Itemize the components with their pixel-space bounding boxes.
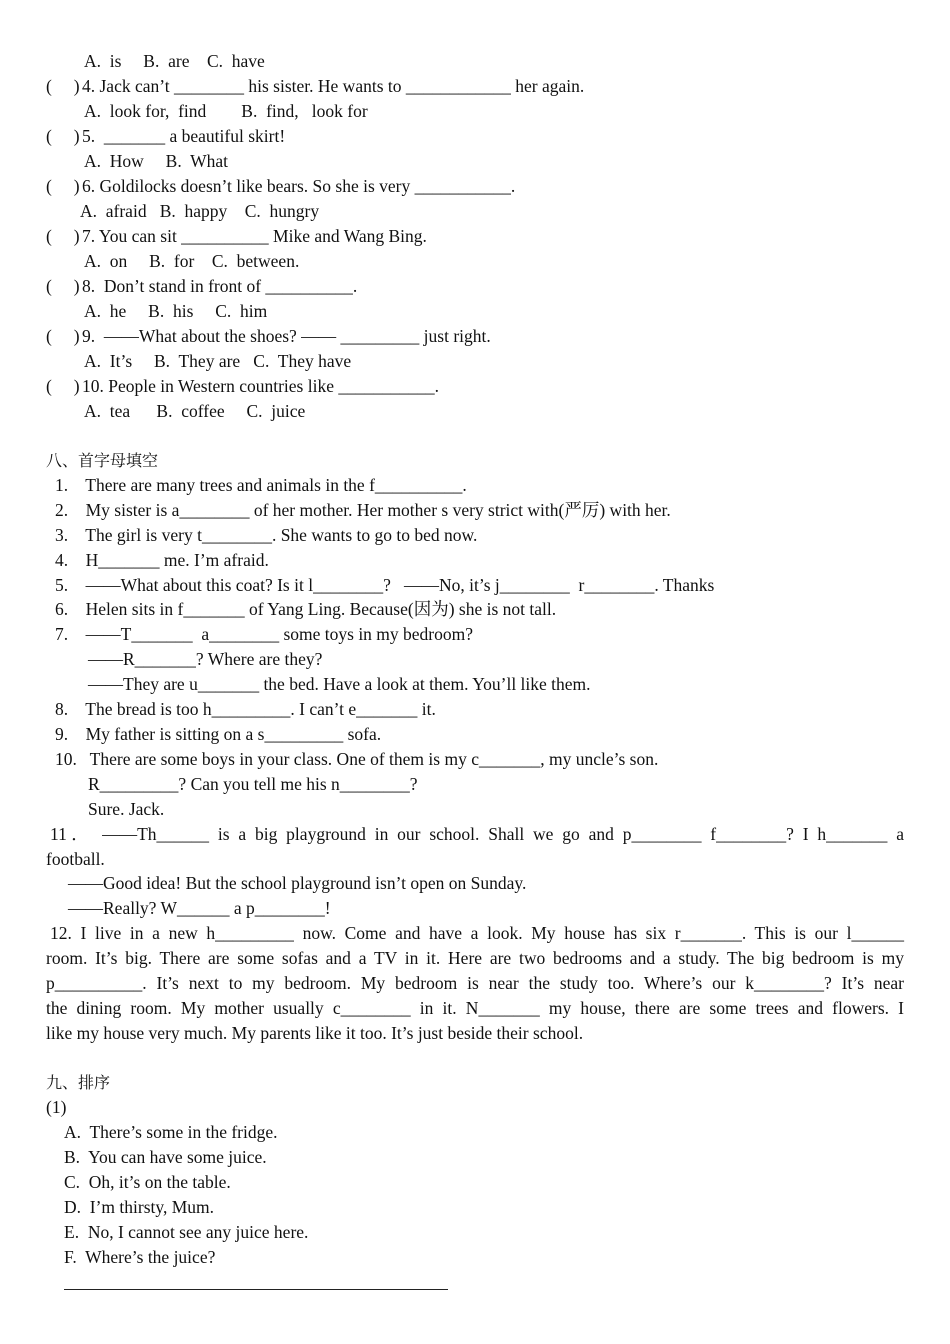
s8-line-12b: room. It’s big. There are some sofas and a TV in it. Here are two bedrooms and a study. The big bedroom is my [46, 948, 904, 968]
q9-text: 9. ——What about the shoes? —— _________ just right. [82, 326, 491, 346]
s9-item-c: C. Oh, it’s on the table. [64, 1172, 231, 1192]
s8-line-11c: ——Good idea! But the school playground isn’t open on Sunday. [68, 873, 527, 893]
s8-line-12a: 12. I live in a new h_________ now. Come and have a look. My house has six r_______. This is our l______ [50, 923, 904, 943]
section8-heading: 八、首字母填空 [46, 451, 159, 470]
q10-paren: ( ) [46, 376, 80, 396]
s8-line-8: 8. The bread is too h_________. I can’t e_______ it. [55, 699, 436, 719]
section9-heading: 九、排序 [46, 1073, 111, 1092]
s8-line-7a: 7. ——T_______ a________ some toys in my bedroom? [55, 624, 474, 644]
s9-item-e: E. No, I cannot see any juice here. [64, 1222, 309, 1242]
s9-item-b: B. You can have some juice. [64, 1147, 267, 1167]
s8-line-11a: 11． ——Th______ is a big playground in our school. Shall we go and p________ f________? I h_______ a [50, 824, 904, 844]
s8-line-5: 5. ——What about this coat? Is it l________? ——No, it’s j________ r________. Thanks [55, 575, 715, 595]
s8-line-11b: football. [46, 849, 105, 869]
q7-text: 7. You can sit __________ Mike and Wang Bing. [82, 226, 427, 246]
s8-line-12c: p__________. It’s next to my bedroom. My bedroom is near the study too. Where’s our k________? It’s near [46, 973, 904, 993]
s8-line-12e: like my house very much. My parents like it too. It’s just beside their school. [46, 1023, 584, 1043]
q5-options: A. How B. What [84, 151, 229, 171]
s8-line-10c: Sure. Jack. [88, 799, 165, 819]
q3-options: A. is B. are C. have [84, 51, 265, 71]
q10-text: 10. People in Western countries like ___________. [82, 376, 439, 396]
s8-line-4: 4. H_______ me. I’m afraid. [55, 550, 269, 570]
q4-options: A. look for, find B. find, look for [84, 101, 368, 121]
q4-text: 4. Jack can’t ________ his sister. He wants to ____________ her again. [82, 76, 585, 96]
s8-line-9: 9. My father is sitting on a s_________ sofa. [55, 724, 382, 744]
s8-line-2: 2. My sister is a________ of her mother. Her mother s very strict with(严厉) with her. [55, 500, 671, 520]
s8-line-10b: R_________? Can you tell me his n________? [88, 774, 418, 794]
q8-text: 8. Don’t stand in front of __________. [82, 276, 358, 296]
s8-line-6: 6. Helen sits in f_______ of Yang Ling. Because(因为) she is not tall. [55, 599, 557, 619]
q6-text: 6. Goldilocks doesn’t like bears. So she is very ___________. [82, 176, 516, 196]
q6-paren: ( ) [46, 176, 80, 196]
q7-options: A. on B. for C. between. [84, 251, 300, 271]
s9-item-d: D. I’m thirsty, Mum. [64, 1197, 215, 1217]
s9-item-a: A. There’s some in the fridge. [64, 1122, 278, 1142]
s9-group-label: (1) [46, 1097, 67, 1117]
s8-line-1: 1. There are many trees and animals in the f__________. [55, 475, 467, 495]
answer-line[interactable] [64, 1289, 448, 1290]
q5-text: 5. _______ a beautiful skirt! [82, 126, 286, 146]
q6-options: A. afraid B. happy C. hungry [80, 201, 320, 221]
q8-options: A. he B. his C. him [84, 301, 268, 321]
s8-line-7c: ——They are u_______ the bed. Have a look at them. You’ll like them. [88, 674, 591, 694]
q10-options: A. tea B. coffee C. juice [84, 401, 306, 421]
s9-item-f: F. Where’s the juice? [64, 1247, 216, 1267]
q9-options: A. It’s B. They are C. They have [84, 351, 352, 371]
q8-paren: ( ) [46, 276, 80, 296]
q4-paren: ( ) [46, 76, 80, 96]
s8-line-10a: 10. There are some boys in your class. One of them is my c_______, my uncle’s son. [55, 749, 659, 769]
s8-line-3: 3. The girl is very t________. She wants to go to bed now. [55, 525, 478, 545]
q9-paren: ( ) [46, 326, 80, 346]
q5-paren: ( ) [46, 126, 80, 146]
s8-line-11d: ——Really? W______ a p________! [68, 898, 331, 918]
q7-paren: ( ) [46, 226, 80, 246]
s8-line-12d: the dining room. My mother usually c________ in it. N_______ my house, there are some trees and flowers. I [46, 998, 904, 1018]
s8-line-7b: ——R_______? Where are they? [88, 649, 323, 669]
